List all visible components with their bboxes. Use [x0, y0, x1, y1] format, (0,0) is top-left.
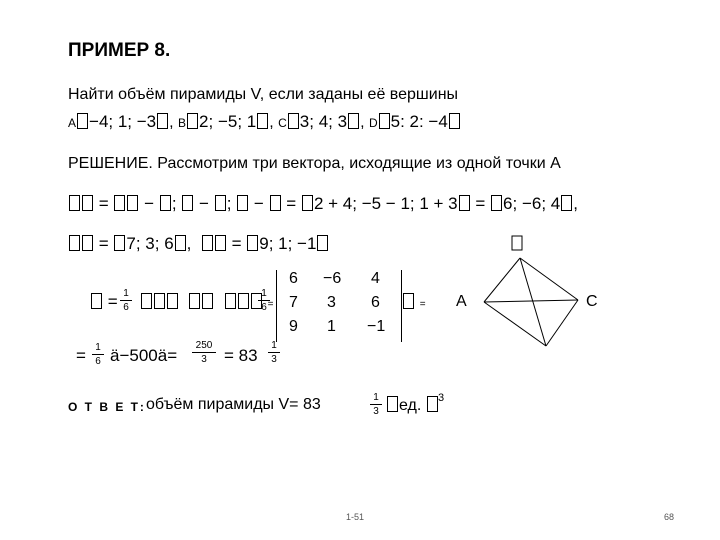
edge: [484, 258, 520, 302]
det-cell: 1: [327, 318, 336, 335]
bracket-box: [427, 396, 438, 412]
vertex-c-coords: 3; 4; 3: [299, 112, 348, 131]
vertex-b-coords: 2; −5; 1: [199, 112, 257, 131]
answer-text: объём пирамиды V= 83: [146, 396, 321, 413]
fraction-250-3: 250 3: [192, 340, 216, 365]
task-vertices: A −4; 1; −3 , B 2; −5; 1 , C 3; 4; 3 , D 5: 2: −4: [68, 112, 461, 132]
mixed-product-symbols: =: [140, 292, 273, 312]
answer-label: О Т В Е Т:: [68, 400, 146, 414]
minus-sign: −: [144, 194, 155, 213]
footer-center: 1-51: [346, 512, 365, 522]
edge: [520, 258, 546, 346]
minus-sign: −: [253, 194, 264, 213]
vertex-a-label: A: [68, 116, 77, 130]
answer-unit: ед.: [386, 396, 439, 415]
semicolon: ;: [171, 194, 177, 213]
solution-header: РЕШЕНИЕ. Рассмотрим три вектора, исходящие из одной точки А: [68, 155, 561, 172]
vertex-b-label: B: [178, 116, 187, 130]
det-suffix: =: [402, 292, 426, 312]
det-cell: 4: [371, 270, 380, 287]
equation-vector-ab: = − ; − ; − = 2 + 4; −5 − 1; 1 + 3 = 6; −6; 4 ,: [68, 194, 578, 214]
answer-power: 3: [438, 392, 445, 404]
semicolon: ;: [226, 194, 232, 213]
det-cell: −1: [367, 318, 386, 335]
eq-sign: =: [98, 194, 109, 213]
eq4-middle: ä−500ä=: [110, 346, 178, 365]
bracket-box: [387, 396, 398, 412]
fraction-one-sixth-c: 1 6: [92, 342, 104, 367]
eq-sign: =: [98, 234, 109, 253]
edge: [546, 300, 578, 346]
edge: [484, 302, 546, 346]
eq1-rhs: 2 + 4; −5 − 1; 1 + 3: [313, 194, 458, 213]
eq-sign: =: [107, 292, 118, 311]
edge: [520, 258, 578, 300]
eq4-equals: =: [76, 346, 86, 365]
eq-sign: =: [286, 194, 297, 213]
vector-ac-coords: 7; 3; 6: [126, 234, 174, 253]
det-cell: 7: [289, 294, 298, 311]
page-number: 68: [664, 512, 675, 522]
vertex-top-box: [512, 236, 522, 250]
eq1-result: 6; −6; 4: [503, 194, 561, 213]
vector-ad-coords: 9; 1; −1: [259, 234, 317, 253]
vertex-d-label: D: [368, 116, 378, 130]
vertex-c-label: C: [278, 116, 287, 130]
det-cell: 6: [371, 294, 380, 311]
fraction-one-sixth-b: 1 6: [258, 288, 270, 313]
det-cell: 6: [289, 270, 298, 287]
diagram-label-c: C: [586, 293, 598, 310]
page-title: ПРИМЕР 8.: [68, 40, 171, 61]
fraction-one-sixth: 1 6: [120, 288, 132, 313]
det-cell: 9: [289, 318, 298, 335]
vertex-a-coords: −4; 1; −3: [89, 112, 157, 131]
eq-sign: =: [475, 194, 486, 213]
det-cell: −6: [323, 270, 342, 287]
eq-sign: =: [231, 234, 242, 253]
eq4-result: = 83: [224, 346, 258, 365]
vertex-d-coords: 5: 2: −4: [390, 112, 448, 131]
equation-vectors-ac-ad: = 7; 3; 6 , = 9; 1; −1: [68, 234, 329, 254]
answer-fraction: 1 3: [370, 392, 382, 417]
diagram-label-a: A: [456, 293, 467, 310]
edge: [484, 300, 578, 302]
task-line-1: Найти объём пирамиды V, если заданы её вершины: [68, 86, 459, 103]
det-cell: 3: [327, 294, 336, 311]
fraction-one-third: 1 3: [268, 340, 280, 365]
minus-sign: −: [199, 194, 209, 213]
